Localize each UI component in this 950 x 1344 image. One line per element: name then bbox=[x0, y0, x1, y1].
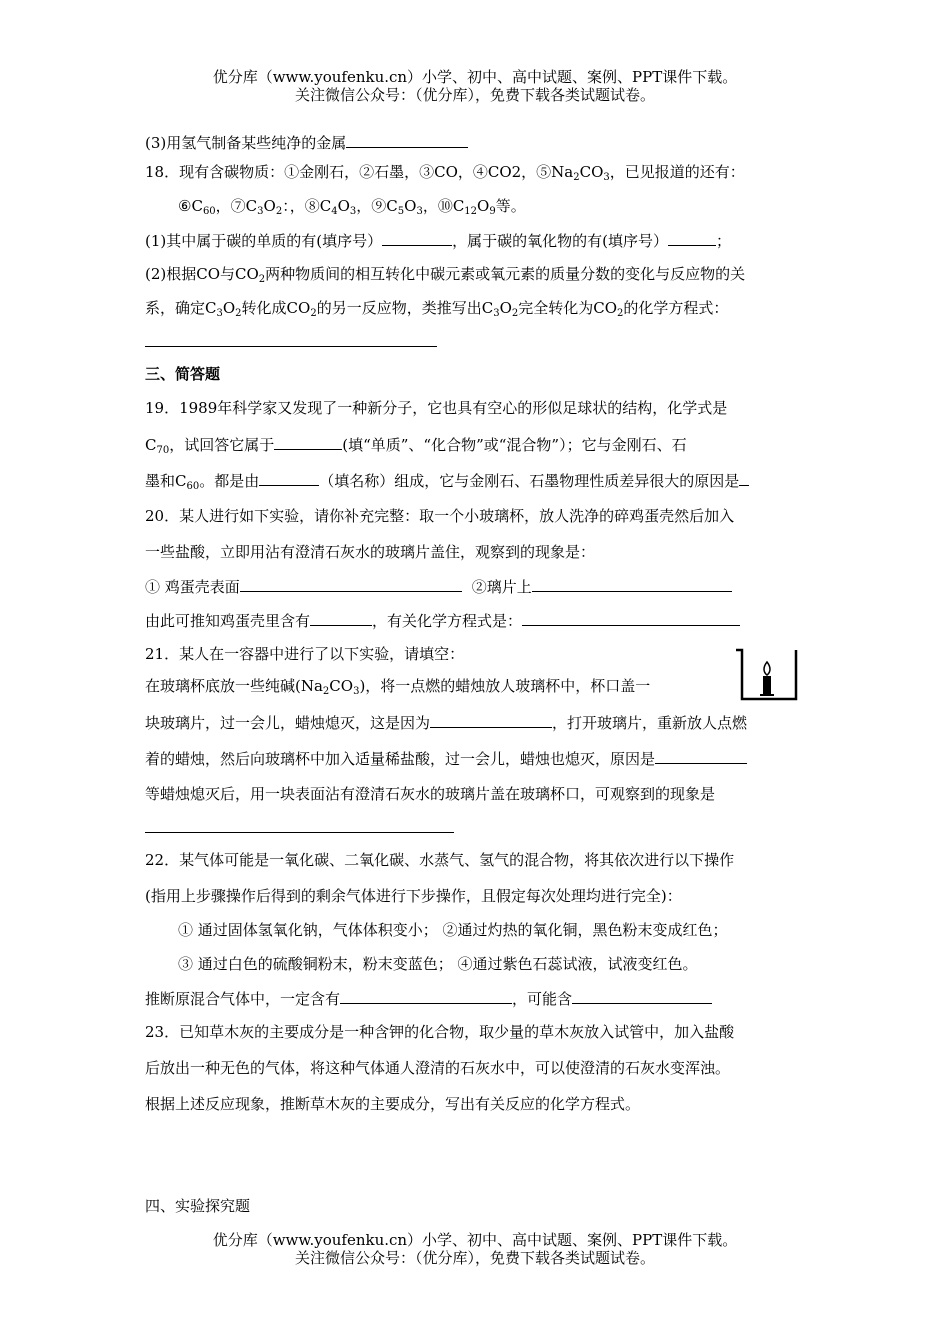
q20-line3: ① 鸡蛋壳表面 ②璃片上 bbox=[145, 576, 732, 597]
q21-line4: 着的蜡烛，然后向玻璃杯中加入适量稀盐酸，过一会儿，蜡烛也熄灭，原因是 bbox=[145, 748, 747, 769]
section-title-4: 四、实验探究题 bbox=[145, 1197, 251, 1215]
answer-blank[interactable] bbox=[274, 434, 342, 450]
answer-blank[interactable] bbox=[739, 470, 749, 486]
beaker-candle-figure bbox=[732, 644, 800, 704]
q18-list: $⑥C_{60}$，$⑦C_3O_2$：，$⑧C_4O_3$，$⑨C_5O_3$，$⑩C_{12}O_9$等。 bbox=[178, 197, 526, 217]
answer-blank[interactable] bbox=[430, 712, 552, 728]
q22-line3: ① 通过固体氢氧化钠，气体体积变小； ②通过灼热的氧化铜，黑色粉末变成红色； bbox=[178, 921, 728, 939]
q21-line1: 21．某人在一容器中进行了以下实验，请填空： bbox=[145, 645, 465, 663]
footer-line-1: 优分库（www.youfenku.cn）小学、初中、高中试题、案例、PPT课件下载。 bbox=[212, 1231, 738, 1249]
q23-line2: 后放出一种无色的气体，将这种气体通人澄清的石灰水中，可以使澄清的石灰水变浑浊。 bbox=[145, 1059, 731, 1077]
q23-line3: 根据上述反应现象，推断草木灰的主要成分，写出有关反应的化学方程式。 bbox=[145, 1095, 641, 1113]
q22-line4: ③ 通过白色的硫酸铜粉末，粉末变蓝色； ④通过紫色石蕊试液，试液变红色。 bbox=[178, 955, 698, 973]
q19-line3: 墨和$C_{60}$。都是由 （填名称）组成，它与金刚石、石墨物理性质差异很大的原因是 bbox=[145, 470, 749, 491]
q22-line2: (指用上步骤操作后得到的剩余气体进行下步操作，且假定每次处理均进行完全)： bbox=[145, 887, 682, 905]
q21-line2: 在玻璃杯底放一些纯碱$(Na_2CO_3)$，将一点燃的蜡烛放人玻璃杯中，杯口盖一 bbox=[145, 677, 651, 697]
q17-part3: (3)用氢气制备某些纯净的金属 bbox=[145, 132, 468, 153]
q19-line1: 19．1989年科学家又发现了一种新分子，它也具有空心的形似足球状的结构，化学式是 bbox=[145, 399, 728, 417]
answer-blank[interactable] bbox=[382, 230, 452, 246]
header-line-2: 关注微信公众号：（优分库），免费下载各类试题试卷。 bbox=[294, 86, 655, 104]
q20-line1: 20．某人进行如下实验，请你补充完整：取一个小玻璃杯，放人洗净的碎鸡蛋壳然后加入 bbox=[145, 507, 735, 525]
answer-blank[interactable] bbox=[655, 748, 747, 764]
candle-icon bbox=[763, 676, 771, 694]
q21-line5: 等蜡烛熄灭后，用一块表面沾有澄清石灰水的玻璃片盖在玻璃杯口，可观察到的现象是 bbox=[145, 785, 716, 803]
answer-blank[interactable] bbox=[522, 610, 740, 626]
q21-line3: 块玻璃片，过一会儿，蜡烛熄灭，这是因为 ，打开玻璃片，重新放人点燃 bbox=[145, 714, 748, 732]
q20-line4: 由此可推知鸡蛋壳里含有 ，有关化学方程式是： bbox=[145, 610, 740, 631]
q18-part2-line1: (2)根据CO与$CO_2$两种物质间的相互转化中碳元素或氧元素的质量分数的变化与反应物的关 bbox=[145, 265, 746, 285]
answer-blank[interactable] bbox=[310, 610, 372, 626]
answer-line[interactable] bbox=[145, 832, 454, 833]
answer-blank[interactable] bbox=[259, 470, 319, 486]
answer-blank[interactable] bbox=[240, 576, 462, 592]
answer-blank[interactable] bbox=[340, 988, 512, 1004]
q18-part1: (1)其中属于碳的单质的有(填序号） ，属于碳的氧化物的有(填序号） ； bbox=[145, 232, 731, 250]
section-title-3: 三、简答题 bbox=[145, 365, 221, 383]
answer-blank[interactable] bbox=[668, 230, 716, 246]
header-line-1: 优分库（www.youfenku.cn）小学、初中、高中试题、案例、PPT课件下载。 bbox=[212, 68, 738, 86]
q22-line1: 22．某气体可能是一氧化碳、二氧化碳、水蒸气、氢气的混合物，将其依次进行以下操作 bbox=[145, 851, 735, 869]
answer-blank[interactable] bbox=[572, 988, 712, 1004]
footer-line-2: 关注微信公众号：（优分库），免费下载各类试题试卷。 bbox=[294, 1249, 655, 1267]
answer-line[interactable] bbox=[145, 346, 437, 347]
q20-line2: 一些盐酸，立即用沾有澄清石灰水的玻璃片盖住，观察到的现象是： bbox=[145, 543, 596, 561]
answer-blank[interactable] bbox=[346, 132, 468, 148]
flame-icon bbox=[764, 662, 770, 675]
q18-part2-line2: 系，确定$C_3O_2$转化成$CO_2$的另一反应物，类推写出$C_3O_2$完全转化为$CO_2$的化学方程式： bbox=[145, 299, 729, 319]
q22-line5: 推断原混合气体中，一定含有 ，可能含 bbox=[145, 988, 712, 1009]
q18-intro: 18．现有含碳物质：①金刚石，②石墨，③CO，④CO2，$⑤Na_2CO_3$，已见报道的还有： bbox=[145, 163, 745, 183]
answer-blank[interactable] bbox=[532, 576, 732, 592]
q19-line2: $C_{70}$，试回答它属于 (填“单质”、“化合物”或“混合物”）；它与金刚石、石 bbox=[145, 436, 687, 456]
q23-line1: 23．已知草木灰的主要成分是一种含钾的化合物，取少量的草木灰放入试管中，加入盐酸 bbox=[145, 1023, 735, 1041]
